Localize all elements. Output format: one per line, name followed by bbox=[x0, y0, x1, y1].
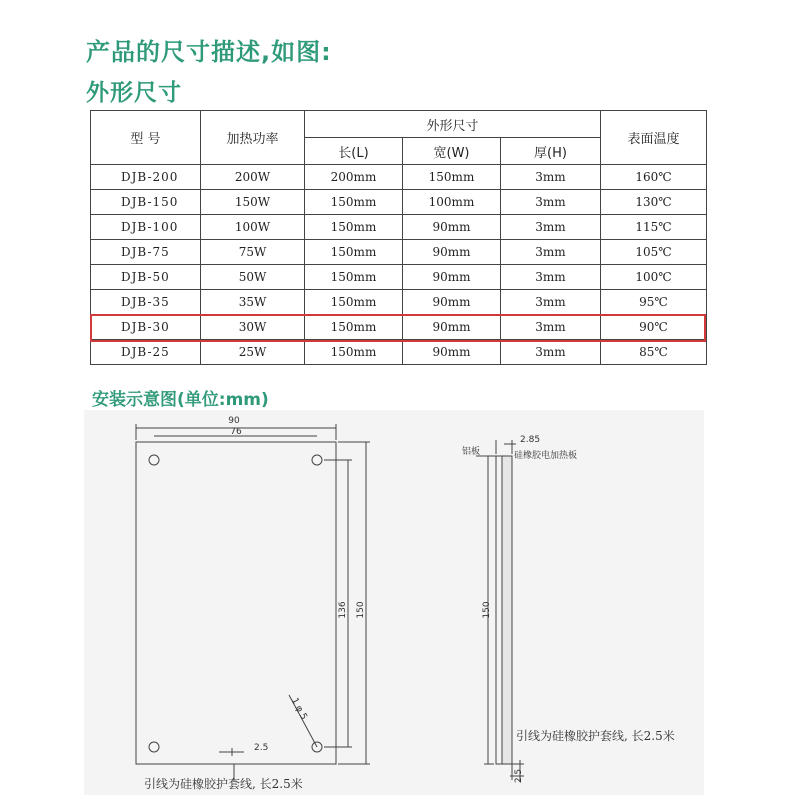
cell-model: DJB-200 bbox=[91, 165, 201, 190]
cell-temp: 85℃ bbox=[601, 340, 707, 365]
cell-temp: 115℃ bbox=[601, 215, 707, 240]
cell-temp: 95℃ bbox=[601, 290, 707, 315]
cell-temp: 100℃ bbox=[601, 265, 707, 290]
cell-model: DJB-100 bbox=[91, 215, 201, 240]
cell-width: 150mm bbox=[403, 165, 501, 190]
cell-model: DJB-25 bbox=[91, 340, 201, 365]
table-row bbox=[91, 240, 707, 265]
cell-thickness: 3mm bbox=[501, 290, 601, 315]
spec-table bbox=[90, 110, 707, 365]
cell-thickness: 3mm bbox=[501, 240, 601, 265]
mount-hole-top-right bbox=[312, 455, 322, 465]
label-aluminum-plate: 铝板 bbox=[462, 447, 481, 457]
cell-width: 90mm bbox=[403, 315, 501, 340]
cell-thickness: 3mm bbox=[501, 215, 601, 240]
cell-width: 90mm bbox=[403, 240, 501, 265]
cell-length: 150mm bbox=[305, 190, 403, 215]
cell-length: 150mm bbox=[305, 290, 403, 315]
dim-label-hole-dia: 1 φ 5 bbox=[288, 696, 309, 722]
cell-length: 150mm bbox=[305, 315, 403, 340]
cell-length: 150mm bbox=[305, 215, 403, 240]
dim-label-width: 90 bbox=[228, 416, 240, 426]
cell-thickness: 3mm bbox=[501, 340, 601, 365]
cell-thickness: 3mm bbox=[501, 190, 601, 215]
label-silicone-heater: 硅橡胶电加热板 bbox=[514, 451, 578, 461]
cell-width: 90mm bbox=[403, 265, 501, 290]
cell-thickness: 3mm bbox=[501, 315, 601, 340]
table-row bbox=[91, 215, 707, 240]
cell-temp: 160℃ bbox=[601, 165, 707, 190]
cell-thickness: 3mm bbox=[501, 265, 601, 290]
dim-label-hole-height: 136 bbox=[338, 601, 348, 619]
table-row bbox=[91, 290, 707, 315]
cell-power: 25W bbox=[201, 340, 305, 365]
cell-width: 90mm bbox=[403, 215, 501, 240]
cell-length: 150mm bbox=[305, 265, 403, 290]
dim-label-bottom: 2.5 bbox=[514, 768, 524, 784]
cell-temp: 105℃ bbox=[601, 240, 707, 265]
cell-width: 90mm bbox=[403, 290, 501, 315]
cell-model: DJB-50 bbox=[91, 265, 201, 290]
cell-power: 30W bbox=[201, 315, 305, 340]
section-title-outer-size: 外形尺寸 bbox=[86, 80, 182, 106]
front-view bbox=[136, 424, 370, 782]
silicone-heater-profile bbox=[502, 456, 512, 764]
table-row bbox=[91, 165, 707, 190]
mount-hole-bottom-left bbox=[149, 742, 159, 752]
side-wire-note: 引线为硅橡胶护套线, 长2.5米 bbox=[516, 729, 675, 743]
table-row bbox=[91, 340, 707, 365]
cell-temp: 90℃ bbox=[601, 315, 707, 340]
dim-label-height: 150 bbox=[356, 601, 366, 619]
dim-label-hole-spacing: 76 bbox=[230, 427, 242, 437]
cell-length: 150mm bbox=[305, 240, 403, 265]
cell-width: 100mm bbox=[403, 190, 501, 215]
cell-model: DJB-75 bbox=[91, 240, 201, 265]
cell-thickness: 3mm bbox=[501, 165, 601, 190]
cell-width: 90mm bbox=[403, 340, 501, 365]
section-title-install-diagram: 安装示意图(单位:mm) bbox=[92, 390, 269, 410]
header-outer-size: 外形尺寸 bbox=[305, 111, 601, 138]
header-thickness: 厚(H) bbox=[501, 138, 601, 165]
header-length: 长(L) bbox=[305, 138, 403, 165]
header-model: 型 号 bbox=[91, 111, 201, 165]
cell-model: DJB-35 bbox=[91, 290, 201, 315]
table-row bbox=[91, 315, 707, 340]
header-surface-temp: 表面温度 bbox=[601, 111, 707, 165]
dim-label-wire-offset: 2.5 bbox=[254, 743, 269, 753]
header-width: 宽(W) bbox=[403, 138, 501, 165]
cell-power: 75W bbox=[201, 240, 305, 265]
cell-length: 200mm bbox=[305, 165, 403, 190]
aluminum-plate-profile bbox=[496, 456, 502, 764]
cell-power: 200W bbox=[201, 165, 305, 190]
front-wire-note: 引线为硅橡胶护套线, 长2.5米 bbox=[144, 777, 303, 791]
cell-model: DJB-30 bbox=[91, 315, 201, 340]
installation-drawing bbox=[84, 410, 704, 795]
cell-power: 50W bbox=[201, 265, 305, 290]
cell-model: DJB-150 bbox=[91, 190, 201, 215]
dim-label-thickness: 2.85 bbox=[520, 435, 541, 445]
mount-hole-top-left bbox=[149, 455, 159, 465]
cell-length: 150mm bbox=[305, 340, 403, 365]
cell-power: 35W bbox=[201, 290, 305, 315]
drawing-svg bbox=[84, 410, 704, 795]
dim-label-side-height: 150 bbox=[482, 601, 492, 619]
spec-table-body bbox=[91, 165, 707, 365]
cell-power: 150W bbox=[201, 190, 305, 215]
page-title: 产品的尺寸描述,如图: bbox=[86, 38, 332, 66]
cell-power: 100W bbox=[201, 215, 305, 240]
table-row bbox=[91, 265, 707, 290]
cell-temp: 130℃ bbox=[601, 190, 707, 215]
table-row bbox=[91, 190, 707, 215]
header-power: 加热功率 bbox=[201, 111, 305, 165]
